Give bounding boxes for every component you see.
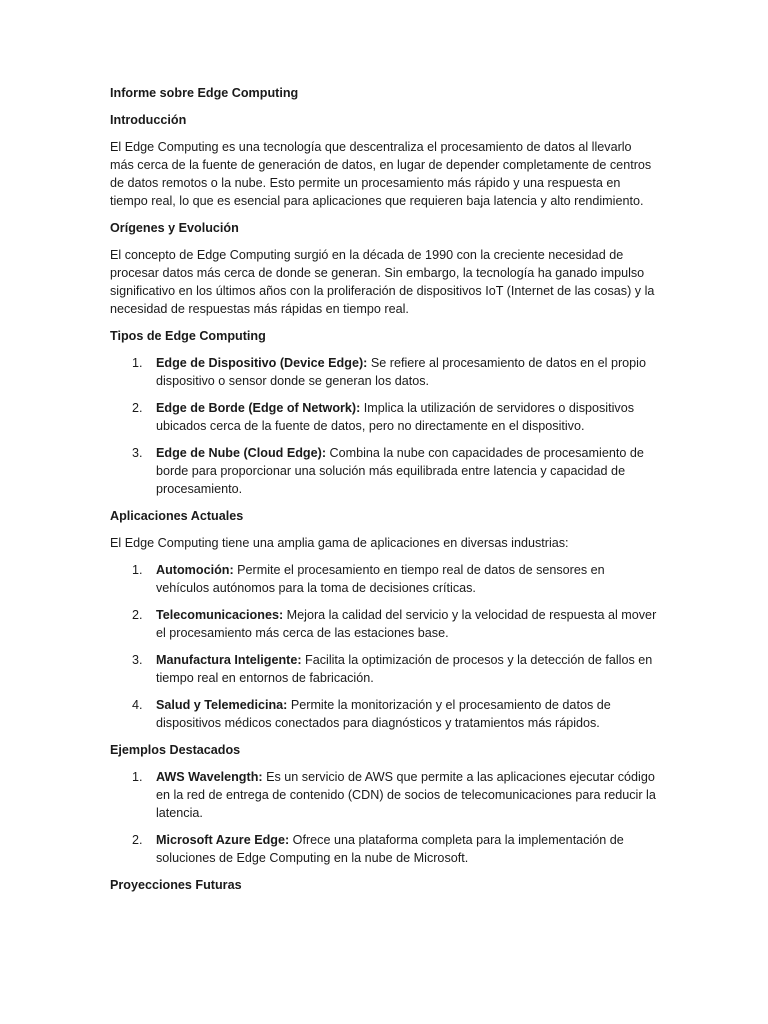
- list-item: [110, 561, 658, 597]
- list-term: Manufactura Inteligente:: [156, 653, 302, 667]
- section-origenes: [110, 219, 658, 318]
- list-text: Se refiere al procesamiento de datos en el propio dispositivo o sensor donde se generan los datos.: [156, 356, 646, 388]
- list-number: 2.: [132, 833, 143, 847]
- list-number: 4.: [132, 698, 143, 712]
- section-heading: Aplicaciones Actuales: [110, 509, 244, 523]
- section-paragraph: El Edge Computing tiene una amplia gama de aplicaciones en diversas industrias:: [110, 536, 569, 550]
- document-page: [110, 84, 658, 903]
- list-term: Automoción:: [156, 563, 234, 577]
- list-number: 1.: [132, 770, 143, 784]
- list-term: Edge de Borde (Edge of Network):: [156, 401, 361, 415]
- list-term: Edge de Dispositivo (Device Edge):: [156, 356, 368, 370]
- list-term: Telecomunicaciones:: [156, 608, 284, 622]
- section-aplicaciones: [110, 507, 658, 732]
- list-text: Permite el procesamiento en tiempo real de datos de sensores en vehículos autónomos para la toma de decisiones críticas.: [156, 563, 605, 595]
- section-heading: Orígenes y Evolución: [110, 221, 239, 235]
- list-text: Permite la monitorización y el procesamiento de datos de dispositivos médicos conectados para diagnósticos y tratamientos más rápidos.: [156, 698, 611, 730]
- list-item: [110, 696, 658, 732]
- list-item: [110, 651, 658, 687]
- list-number: 3.: [132, 446, 143, 460]
- list-text: Implica la utilización de servidores o dispositivos ubicados cerca de la fuente de datos, pero no directamente en el dispositivo.: [156, 401, 634, 433]
- list-number: 3.: [132, 653, 143, 667]
- list-item: [110, 606, 658, 642]
- list-item: [110, 444, 658, 498]
- list-text: Facilita la optimización de procesos y la detección de fallos en tiempo real en entornos de fabricación.: [156, 653, 653, 685]
- document-title: Informe sobre Edge Computing: [110, 86, 299, 100]
- list-term: AWS Wavelength:: [156, 770, 263, 784]
- section-ejemplos: [110, 741, 658, 867]
- list-item: [110, 768, 658, 822]
- list-text: Ofrece una plataforma completa para la implementación de soluciones de Edge Computing en la nube de Microsoft.: [156, 833, 624, 865]
- section-heading: Introducción: [110, 113, 187, 127]
- list-number: 1.: [132, 356, 143, 370]
- section-proyecciones: [110, 876, 658, 894]
- list-term: Microsoft Azure Edge:: [156, 833, 290, 847]
- list-number: 1.: [132, 563, 143, 577]
- section-heading: Ejemplos Destacados: [110, 743, 241, 757]
- numbered-list: [110, 768, 658, 867]
- list-item: [110, 354, 658, 390]
- list-item: [110, 831, 658, 867]
- section-tipos: [110, 327, 658, 498]
- list-text: Combina la nube con capacidades de procesamiento de borde para proporcionar una solución más equilibrada entre latencia y capacidad de procesamiento.: [156, 446, 644, 496]
- list-term: Edge de Nube (Cloud Edge):: [156, 446, 327, 460]
- section-introduccion: [110, 111, 658, 210]
- list-item: [110, 399, 658, 435]
- list-text: Es un servicio de AWS que permite a las aplicaciones ejecutar código en la red de entrega de contenido (CDN) de socios de telecomunicaciones para reducir la latencia.: [156, 770, 656, 820]
- section-paragraph: El concepto de Edge Computing surgió en la década de 1990 con la creciente necesidad de procesar datos más cerca de donde se generan. Sin embargo, la tecnología ha ganado impulso significativo en los últimos años con la proliferación de dispositivos IoT (Internet de las cosas) y la necesidad de respuestas más rápidas en tiempo real.: [110, 248, 655, 316]
- list-number: 2.: [132, 401, 143, 415]
- section-heading: Proyecciones Futuras: [110, 878, 242, 892]
- numbered-list: [110, 561, 658, 732]
- list-text: Mejora la calidad del servicio y la velocidad de respuesta al mover el procesamiento más cerca de las estaciones base.: [156, 608, 657, 640]
- section-paragraph: El Edge Computing es una tecnología que descentraliza el procesamiento de datos al llevarlo más cerca de la fuente de generación de datos, en lugar de depender completamente de centros de datos remotos o la nube. Esto permite un procesamiento más rápido y una respuesta en tiempo real, lo que es esencial para aplicaciones que requieren baja latencia y alto rendimiento.: [110, 140, 652, 208]
- numbered-list: [110, 354, 658, 498]
- list-term: Salud y Telemedicina:: [156, 698, 288, 712]
- list-number: 2.: [132, 608, 143, 622]
- section-heading: Tipos de Edge Computing: [110, 329, 266, 343]
